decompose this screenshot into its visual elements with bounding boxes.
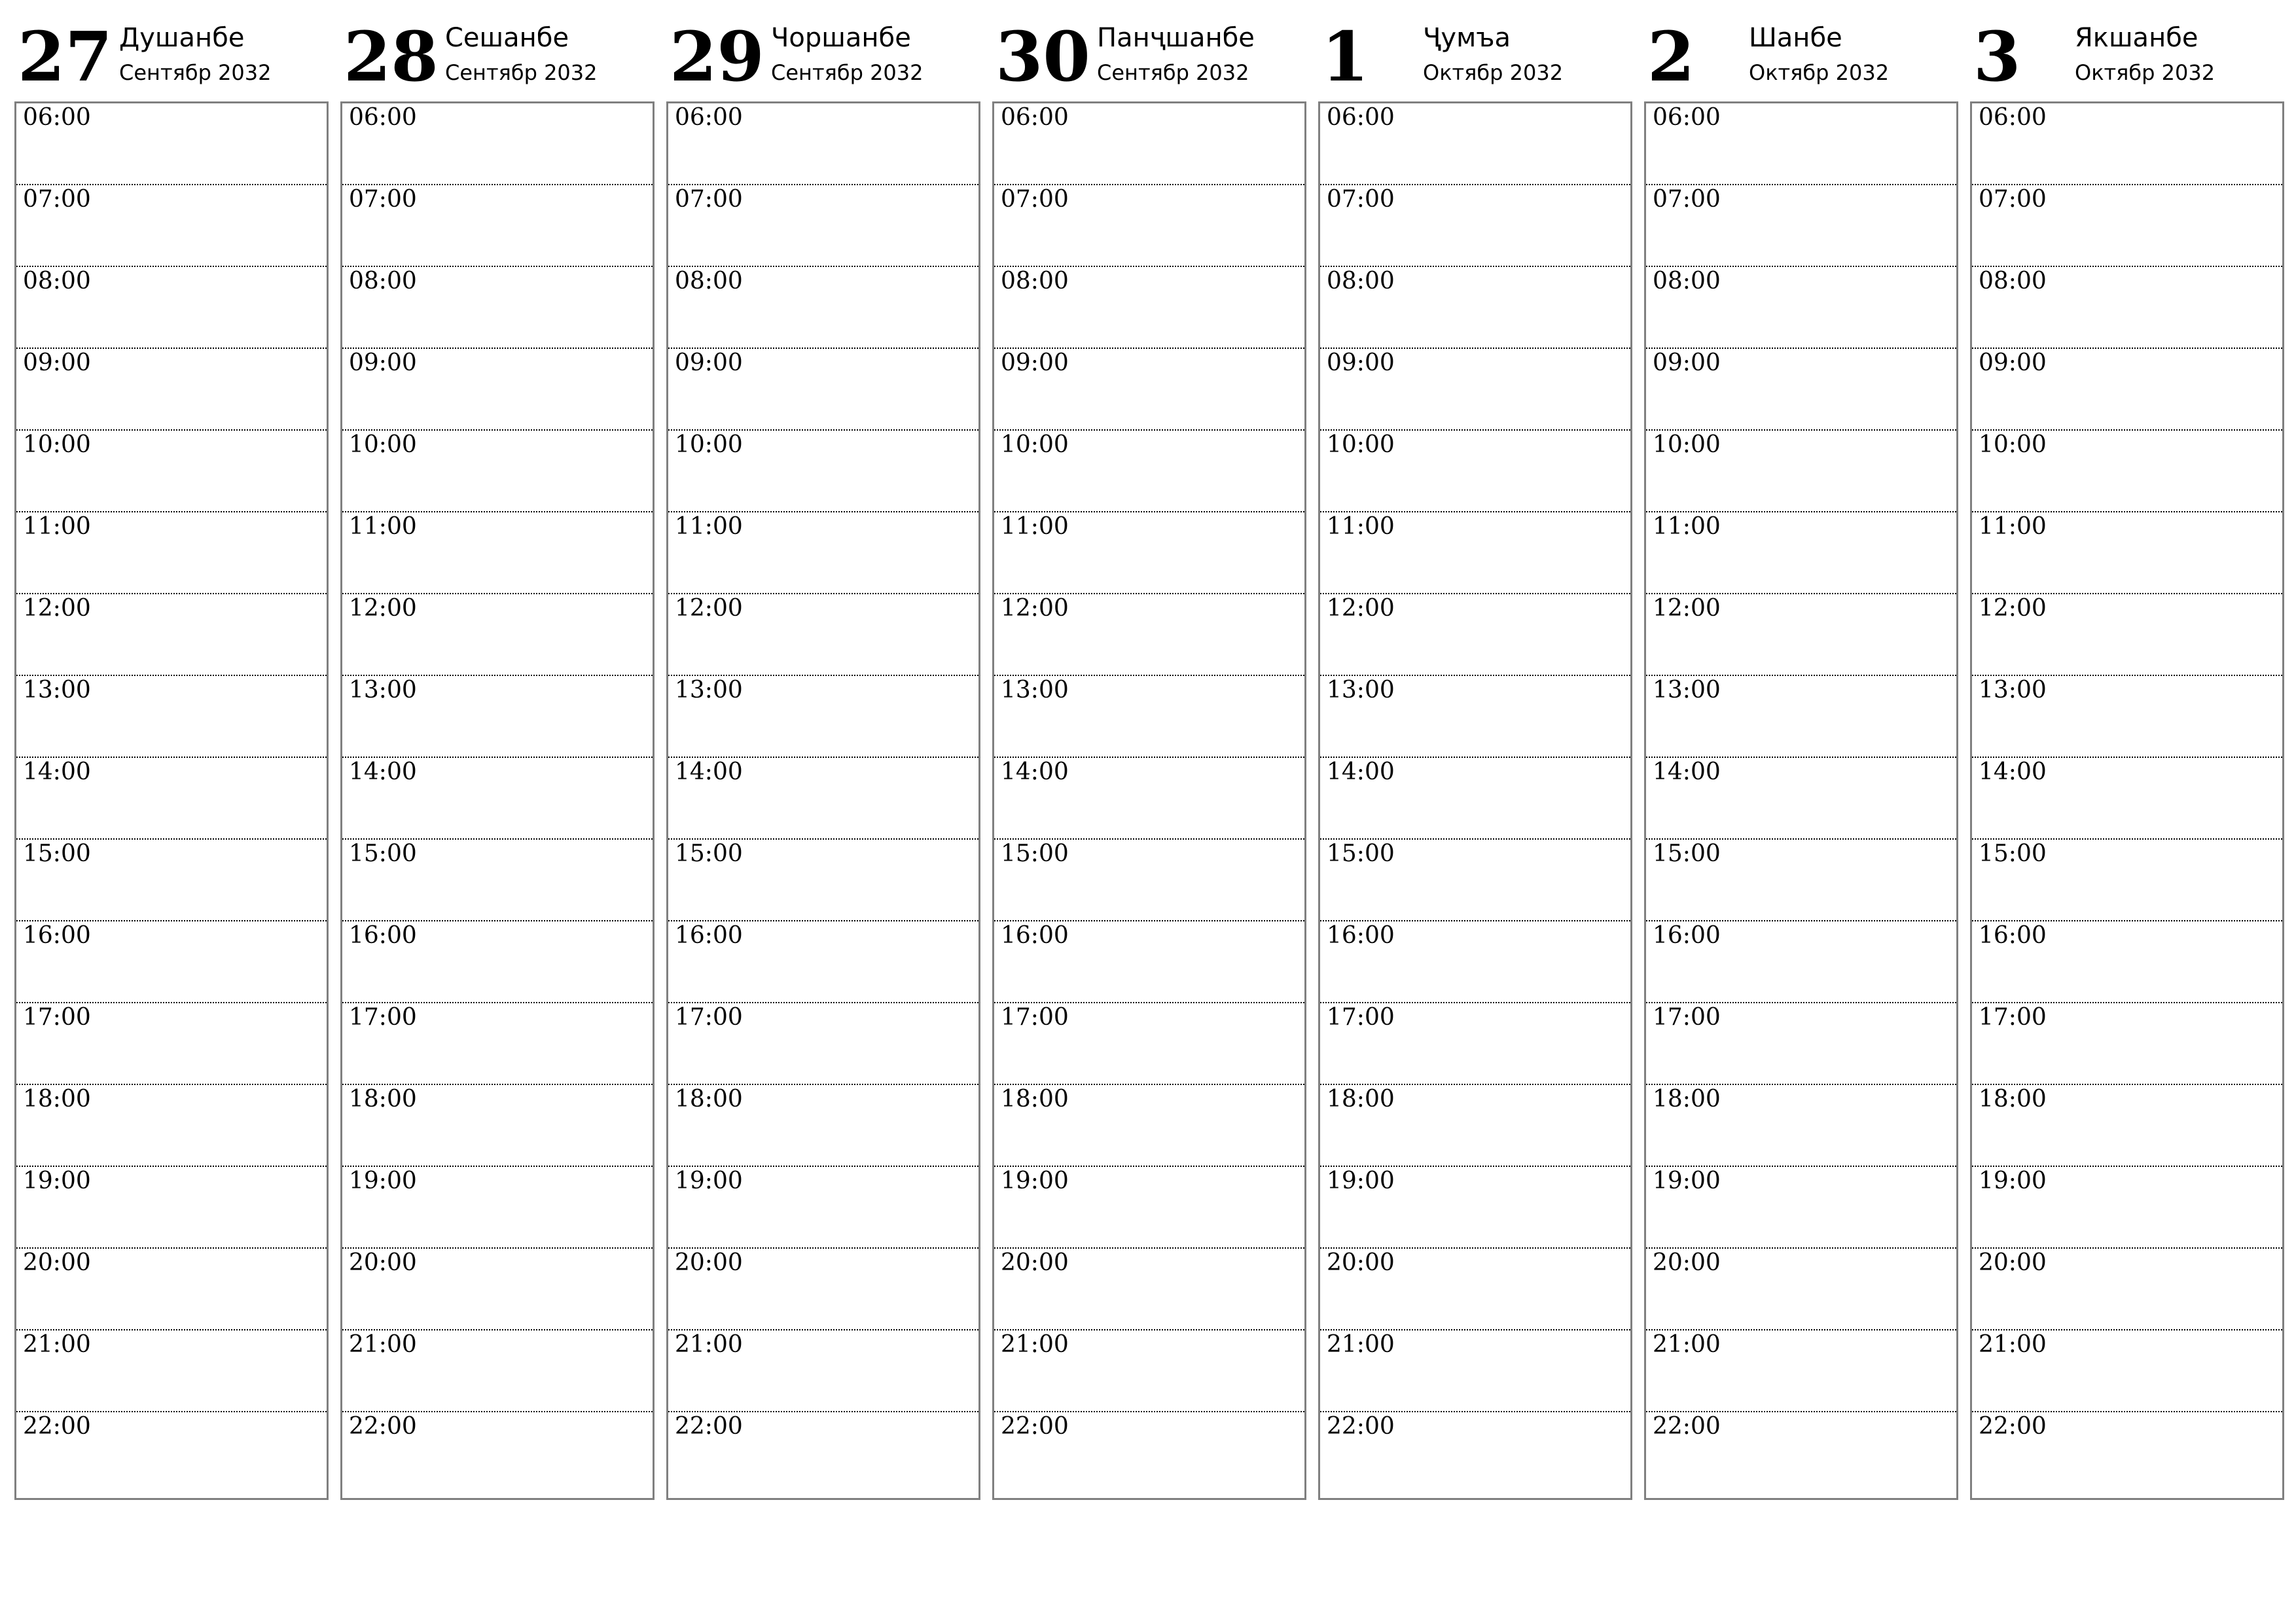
day-number: 29 <box>670 16 764 97</box>
hour-slot <box>1972 1412 2282 1498</box>
hour-slot <box>994 185 1304 267</box>
hour-label: 06:00 <box>349 104 417 131</box>
day-schedule-box <box>992 101 1306 1500</box>
hour-label: 12:00 <box>1979 595 2047 622</box>
hour-slot <box>342 267 653 349</box>
hour-slot <box>1646 431 1956 512</box>
hour-slot <box>994 1249 1304 1330</box>
hour-label: 09:00 <box>349 349 417 376</box>
hour-slot <box>994 1330 1304 1412</box>
hour-slot <box>1646 594 1956 676</box>
hour-slot <box>1972 1085 2282 1167</box>
hour-slot <box>16 267 327 349</box>
hour-label: 15:00 <box>675 840 743 867</box>
hour-slot <box>16 758 327 840</box>
hour-slot <box>342 1085 653 1167</box>
month-year: Октябр 2032 <box>1423 60 1564 85</box>
hour-label: 16:00 <box>349 922 417 949</box>
hour-label: 11:00 <box>675 513 743 540</box>
hour-label: 15:00 <box>1327 840 1395 867</box>
hour-label: 07:00 <box>1653 186 1721 213</box>
hour-slot <box>342 758 653 840</box>
hour-slot <box>668 103 978 185</box>
day-number: 30 <box>996 16 1090 97</box>
day-column <box>666 16 979 1502</box>
hour-slot <box>16 1003 327 1085</box>
hour-slot <box>668 676 978 758</box>
hour-slot <box>342 594 653 676</box>
hour-slot <box>342 431 653 512</box>
hour-label: 09:00 <box>1327 349 1395 376</box>
hour-slot <box>1972 349 2282 431</box>
hour-label: 12:00 <box>1327 595 1395 622</box>
hour-label: 11:00 <box>1327 513 1395 540</box>
hour-slot <box>994 594 1304 676</box>
hour-label: 19:00 <box>1327 1168 1395 1194</box>
hour-slot <box>1646 267 1956 349</box>
hour-slot <box>1320 267 1630 349</box>
hour-label: 10:00 <box>349 431 417 458</box>
hour-label: 19:00 <box>675 1168 743 1194</box>
hour-slot <box>994 267 1304 349</box>
hour-slot <box>668 758 978 840</box>
day-schedule-box <box>1644 101 1958 1500</box>
hour-label: 09:00 <box>675 349 743 376</box>
day-name: Шанбе <box>1749 23 1842 53</box>
hour-slot <box>1972 676 2282 758</box>
hour-label: 17:00 <box>675 1004 743 1031</box>
day-name: Чоршанбе <box>771 23 911 53</box>
hour-label: 15:00 <box>1001 840 1069 867</box>
hour-label: 13:00 <box>349 677 417 704</box>
hour-slot <box>1320 840 1630 921</box>
hour-label: 16:00 <box>1001 922 1069 949</box>
hour-label: 17:00 <box>23 1004 91 1031</box>
hour-slot <box>16 1085 327 1167</box>
hour-label: 11:00 <box>1979 513 2047 540</box>
hour-label: 14:00 <box>1001 758 1069 785</box>
hour-label: 09:00 <box>1979 349 2047 376</box>
hour-slot <box>1646 921 1956 1003</box>
day-schedule-box <box>1318 101 1632 1500</box>
hour-slot <box>994 431 1304 512</box>
month-year: Сентябр 2032 <box>445 60 598 85</box>
hour-label: 08:00 <box>675 268 743 294</box>
hour-slot <box>994 840 1304 921</box>
hour-label: 15:00 <box>23 840 91 867</box>
hour-label: 10:00 <box>1327 431 1395 458</box>
hour-label: 13:00 <box>1327 677 1395 704</box>
hour-slot <box>1972 103 2282 185</box>
hour-slot <box>1646 1249 1956 1330</box>
hour-label: 06:00 <box>23 104 91 131</box>
hour-slot <box>16 840 327 921</box>
hour-slot <box>16 1167 327 1249</box>
hour-label: 07:00 <box>23 186 91 213</box>
hour-slot <box>16 1249 327 1330</box>
hour-label: 19:00 <box>1979 1168 2047 1194</box>
hour-slot <box>342 185 653 267</box>
hour-label: 14:00 <box>1327 758 1395 785</box>
hour-label: 12:00 <box>1653 595 1721 622</box>
hour-label: 19:00 <box>1001 1168 1069 1194</box>
day-header <box>1318 16 1631 101</box>
hour-label: 07:00 <box>1327 186 1395 213</box>
hour-label: 22:00 <box>1001 1413 1069 1440</box>
hour-slot <box>994 1412 1304 1498</box>
hour-slot <box>994 758 1304 840</box>
hour-slot <box>1320 1330 1630 1412</box>
hour-slot <box>1646 349 1956 431</box>
hour-label: 17:00 <box>349 1004 417 1031</box>
hour-label: 14:00 <box>349 758 417 785</box>
hour-slot <box>1646 185 1956 267</box>
hour-slot <box>994 512 1304 594</box>
hour-label: 19:00 <box>1653 1168 1721 1194</box>
hour-label: 22:00 <box>23 1413 91 1440</box>
hour-label: 17:00 <box>1653 1004 1721 1031</box>
hour-slot <box>668 349 978 431</box>
hour-label: 18:00 <box>349 1086 417 1113</box>
hour-slot <box>342 840 653 921</box>
hour-slot <box>1972 1167 2282 1249</box>
hour-label: 21:00 <box>1001 1331 1069 1358</box>
hour-slot <box>1646 676 1956 758</box>
hour-label: 12:00 <box>349 595 417 622</box>
hour-label: 09:00 <box>1653 349 1721 376</box>
hour-label: 07:00 <box>349 186 417 213</box>
hour-slot <box>668 921 978 1003</box>
hour-label: 11:00 <box>1001 513 1069 540</box>
hour-slot <box>1646 1167 1956 1249</box>
hour-slot <box>668 185 978 267</box>
hour-label: 11:00 <box>349 513 417 540</box>
hour-slot <box>1972 758 2282 840</box>
hour-slot <box>1646 1412 1956 1498</box>
hour-slot <box>1320 512 1630 594</box>
hour-slot <box>1972 1330 2282 1412</box>
hour-label: 14:00 <box>1979 758 2047 785</box>
hour-slot <box>1972 185 2282 267</box>
day-number: 28 <box>344 16 439 97</box>
hour-label: 08:00 <box>1979 268 2047 294</box>
hour-label: 16:00 <box>23 922 91 949</box>
day-number: 27 <box>18 16 113 97</box>
hour-label: 07:00 <box>1979 186 2047 213</box>
hour-slot <box>342 1330 653 1412</box>
hour-label: 16:00 <box>1653 922 1721 949</box>
day-column <box>340 16 653 1502</box>
hour-slot <box>16 103 327 185</box>
hour-label: 22:00 <box>1327 1413 1395 1440</box>
hour-slot <box>668 594 978 676</box>
hour-slot <box>668 1167 978 1249</box>
hour-label: 06:00 <box>1327 104 1395 131</box>
hour-slot <box>668 267 978 349</box>
hour-label: 06:00 <box>1001 104 1069 131</box>
day-number: 2 <box>1647 16 1695 97</box>
hour-label: 13:00 <box>1979 677 2047 704</box>
hour-label: 08:00 <box>1653 268 1721 294</box>
hour-slot <box>1646 840 1956 921</box>
hour-slot <box>1972 840 2282 921</box>
hour-label: 08:00 <box>1327 268 1395 294</box>
hour-label: 09:00 <box>1001 349 1069 376</box>
hour-label: 15:00 <box>1653 840 1721 867</box>
hour-label: 22:00 <box>675 1413 743 1440</box>
hour-label: 21:00 <box>23 1331 91 1358</box>
hour-label: 12:00 <box>1001 595 1069 622</box>
hour-label: 08:00 <box>349 268 417 294</box>
hour-label: 12:00 <box>675 595 743 622</box>
hour-label: 10:00 <box>675 431 743 458</box>
hour-slot <box>1972 1249 2282 1330</box>
hour-label: 18:00 <box>675 1086 743 1113</box>
hour-label: 21:00 <box>1979 1331 2047 1358</box>
hour-slot <box>1320 185 1630 267</box>
hour-slot <box>1972 921 2282 1003</box>
hour-label: 08:00 <box>1001 268 1069 294</box>
hour-slot <box>1646 1330 1956 1412</box>
hour-slot <box>16 594 327 676</box>
hour-label: 15:00 <box>1979 840 2047 867</box>
day-column <box>1318 16 1631 1502</box>
hour-slot <box>342 1003 653 1085</box>
hour-slot <box>16 676 327 758</box>
hour-label: 14:00 <box>1653 758 1721 785</box>
hour-label: 18:00 <box>1001 1086 1069 1113</box>
hour-label: 22:00 <box>1979 1413 2047 1440</box>
day-header <box>666 16 979 101</box>
hour-slot <box>16 1412 327 1498</box>
hour-slot <box>1646 1085 1956 1167</box>
month-year: Октябр 2032 <box>1749 60 1890 85</box>
hour-label: 19:00 <box>23 1168 91 1194</box>
hour-slot <box>668 431 978 512</box>
hour-slot <box>16 1330 327 1412</box>
day-header <box>14 16 327 101</box>
hour-slot <box>342 1249 653 1330</box>
hour-slot <box>1646 512 1956 594</box>
hour-slot <box>994 921 1304 1003</box>
hour-slot <box>668 840 978 921</box>
day-header <box>340 16 653 101</box>
hour-slot <box>1972 1003 2282 1085</box>
hour-label: 08:00 <box>23 268 91 294</box>
hour-slot <box>1320 594 1630 676</box>
hour-slot <box>1972 267 2282 349</box>
hour-label: 21:00 <box>1653 1331 1721 1358</box>
hour-slot <box>1320 1003 1630 1085</box>
hour-slot <box>668 1330 978 1412</box>
hour-label: 18:00 <box>1327 1086 1395 1113</box>
hour-slot <box>342 1167 653 1249</box>
hour-slot <box>342 676 653 758</box>
hour-slot <box>1320 1412 1630 1498</box>
hour-slot <box>1972 594 2282 676</box>
hour-label: 16:00 <box>1979 922 2047 949</box>
day-header <box>1970 16 2283 101</box>
hour-slot <box>342 1412 653 1498</box>
hour-label: 21:00 <box>349 1331 417 1358</box>
month-year: Сентябр 2032 <box>771 60 924 85</box>
hour-label: 11:00 <box>23 513 91 540</box>
hour-slot <box>1320 676 1630 758</box>
hour-slot <box>1972 512 2282 594</box>
hour-label: 12:00 <box>23 595 91 622</box>
month-year: Сентябр 2032 <box>1097 60 1249 85</box>
hour-slot <box>668 1003 978 1085</box>
hour-label: 18:00 <box>1653 1086 1721 1113</box>
day-name: Сешанбе <box>445 23 569 53</box>
day-column <box>1970 16 2283 1502</box>
hour-slot <box>1320 349 1630 431</box>
day-schedule-box <box>666 101 980 1500</box>
hour-slot <box>994 1003 1304 1085</box>
hour-label: 09:00 <box>23 349 91 376</box>
day-column <box>992 16 1305 1502</box>
hour-label: 13:00 <box>675 677 743 704</box>
hour-label: 06:00 <box>1979 104 2047 131</box>
hour-slot <box>1320 431 1630 512</box>
hour-slot <box>994 1085 1304 1167</box>
month-year: Октябр 2032 <box>2075 60 2215 85</box>
hour-label: 18:00 <box>23 1086 91 1113</box>
hour-label: 06:00 <box>1653 104 1721 131</box>
hour-label: 10:00 <box>23 431 91 458</box>
hour-slot <box>668 512 978 594</box>
hour-label: 11:00 <box>1653 513 1721 540</box>
day-header <box>1644 16 1957 101</box>
hour-slot <box>16 349 327 431</box>
hour-label: 14:00 <box>675 758 743 785</box>
day-column <box>14 16 327 1502</box>
hour-label: 10:00 <box>1653 431 1721 458</box>
day-name: Якшанбе <box>2075 23 2198 53</box>
hour-slot <box>668 1085 978 1167</box>
day-name: Душанбе <box>119 23 245 53</box>
hour-label: 22:00 <box>349 1413 417 1440</box>
hour-label: 07:00 <box>675 186 743 213</box>
hour-slot <box>1646 1003 1956 1085</box>
hour-label: 14:00 <box>23 758 91 785</box>
hour-label: 20:00 <box>23 1249 91 1276</box>
day-schedule-box <box>340 101 655 1500</box>
hour-slot <box>994 1167 1304 1249</box>
day-column <box>1644 16 1957 1502</box>
hour-slot <box>994 676 1304 758</box>
hour-slot <box>342 103 653 185</box>
hour-label: 17:00 <box>1001 1004 1069 1031</box>
hour-label: 13:00 <box>1653 677 1721 704</box>
hour-slot <box>1972 431 2282 512</box>
hour-slot <box>16 512 327 594</box>
hour-label: 17:00 <box>1979 1004 2047 1031</box>
hour-label: 06:00 <box>675 104 743 131</box>
hour-slot <box>1320 1249 1630 1330</box>
hour-label: 21:00 <box>1327 1331 1395 1358</box>
hour-slot <box>668 1249 978 1330</box>
hour-label: 19:00 <box>349 1168 417 1194</box>
hour-label: 16:00 <box>1327 922 1395 949</box>
hour-label: 21:00 <box>675 1331 743 1358</box>
hour-slot <box>16 431 327 512</box>
day-number: 1 <box>1321 16 1369 97</box>
hour-label: 10:00 <box>1001 431 1069 458</box>
hour-slot <box>342 349 653 431</box>
hour-label: 20:00 <box>675 1249 743 1276</box>
hour-slot <box>1646 103 1956 185</box>
hour-slot <box>994 349 1304 431</box>
day-header <box>992 16 1305 101</box>
month-year: Сентябр 2032 <box>119 60 272 85</box>
day-name: Ҷумъа <box>1423 23 1511 53</box>
hour-slot <box>1320 1085 1630 1167</box>
hour-slot <box>1320 758 1630 840</box>
hour-slot <box>1320 1167 1630 1249</box>
weekly-planner <box>14 16 2292 1502</box>
hour-label: 18:00 <box>1979 1086 2047 1113</box>
hour-slot <box>342 921 653 1003</box>
hour-slot <box>16 185 327 267</box>
hour-label: 20:00 <box>1001 1249 1069 1276</box>
hour-label: 13:00 <box>23 677 91 704</box>
hour-label: 20:00 <box>349 1249 417 1276</box>
hour-slot <box>342 512 653 594</box>
day-number: 3 <box>1973 16 2021 97</box>
hour-slot <box>1646 758 1956 840</box>
day-schedule-box <box>1970 101 2284 1500</box>
hour-label: 20:00 <box>1979 1249 2047 1276</box>
hour-label: 16:00 <box>675 922 743 949</box>
hour-label: 17:00 <box>1327 1004 1395 1031</box>
hour-label: 15:00 <box>349 840 417 867</box>
hour-label: 13:00 <box>1001 677 1069 704</box>
hour-label: 20:00 <box>1653 1249 1721 1276</box>
hour-label: 10:00 <box>1979 431 2047 458</box>
hour-slot <box>1320 921 1630 1003</box>
hour-slot <box>668 1412 978 1498</box>
hour-slot <box>994 103 1304 185</box>
day-schedule-box <box>14 101 329 1500</box>
day-name: Панҷшанбе <box>1097 23 1255 53</box>
hour-label: 22:00 <box>1653 1413 1721 1440</box>
hour-slot <box>16 921 327 1003</box>
hour-slot <box>1320 103 1630 185</box>
hour-label: 07:00 <box>1001 186 1069 213</box>
hour-label: 20:00 <box>1327 1249 1395 1276</box>
